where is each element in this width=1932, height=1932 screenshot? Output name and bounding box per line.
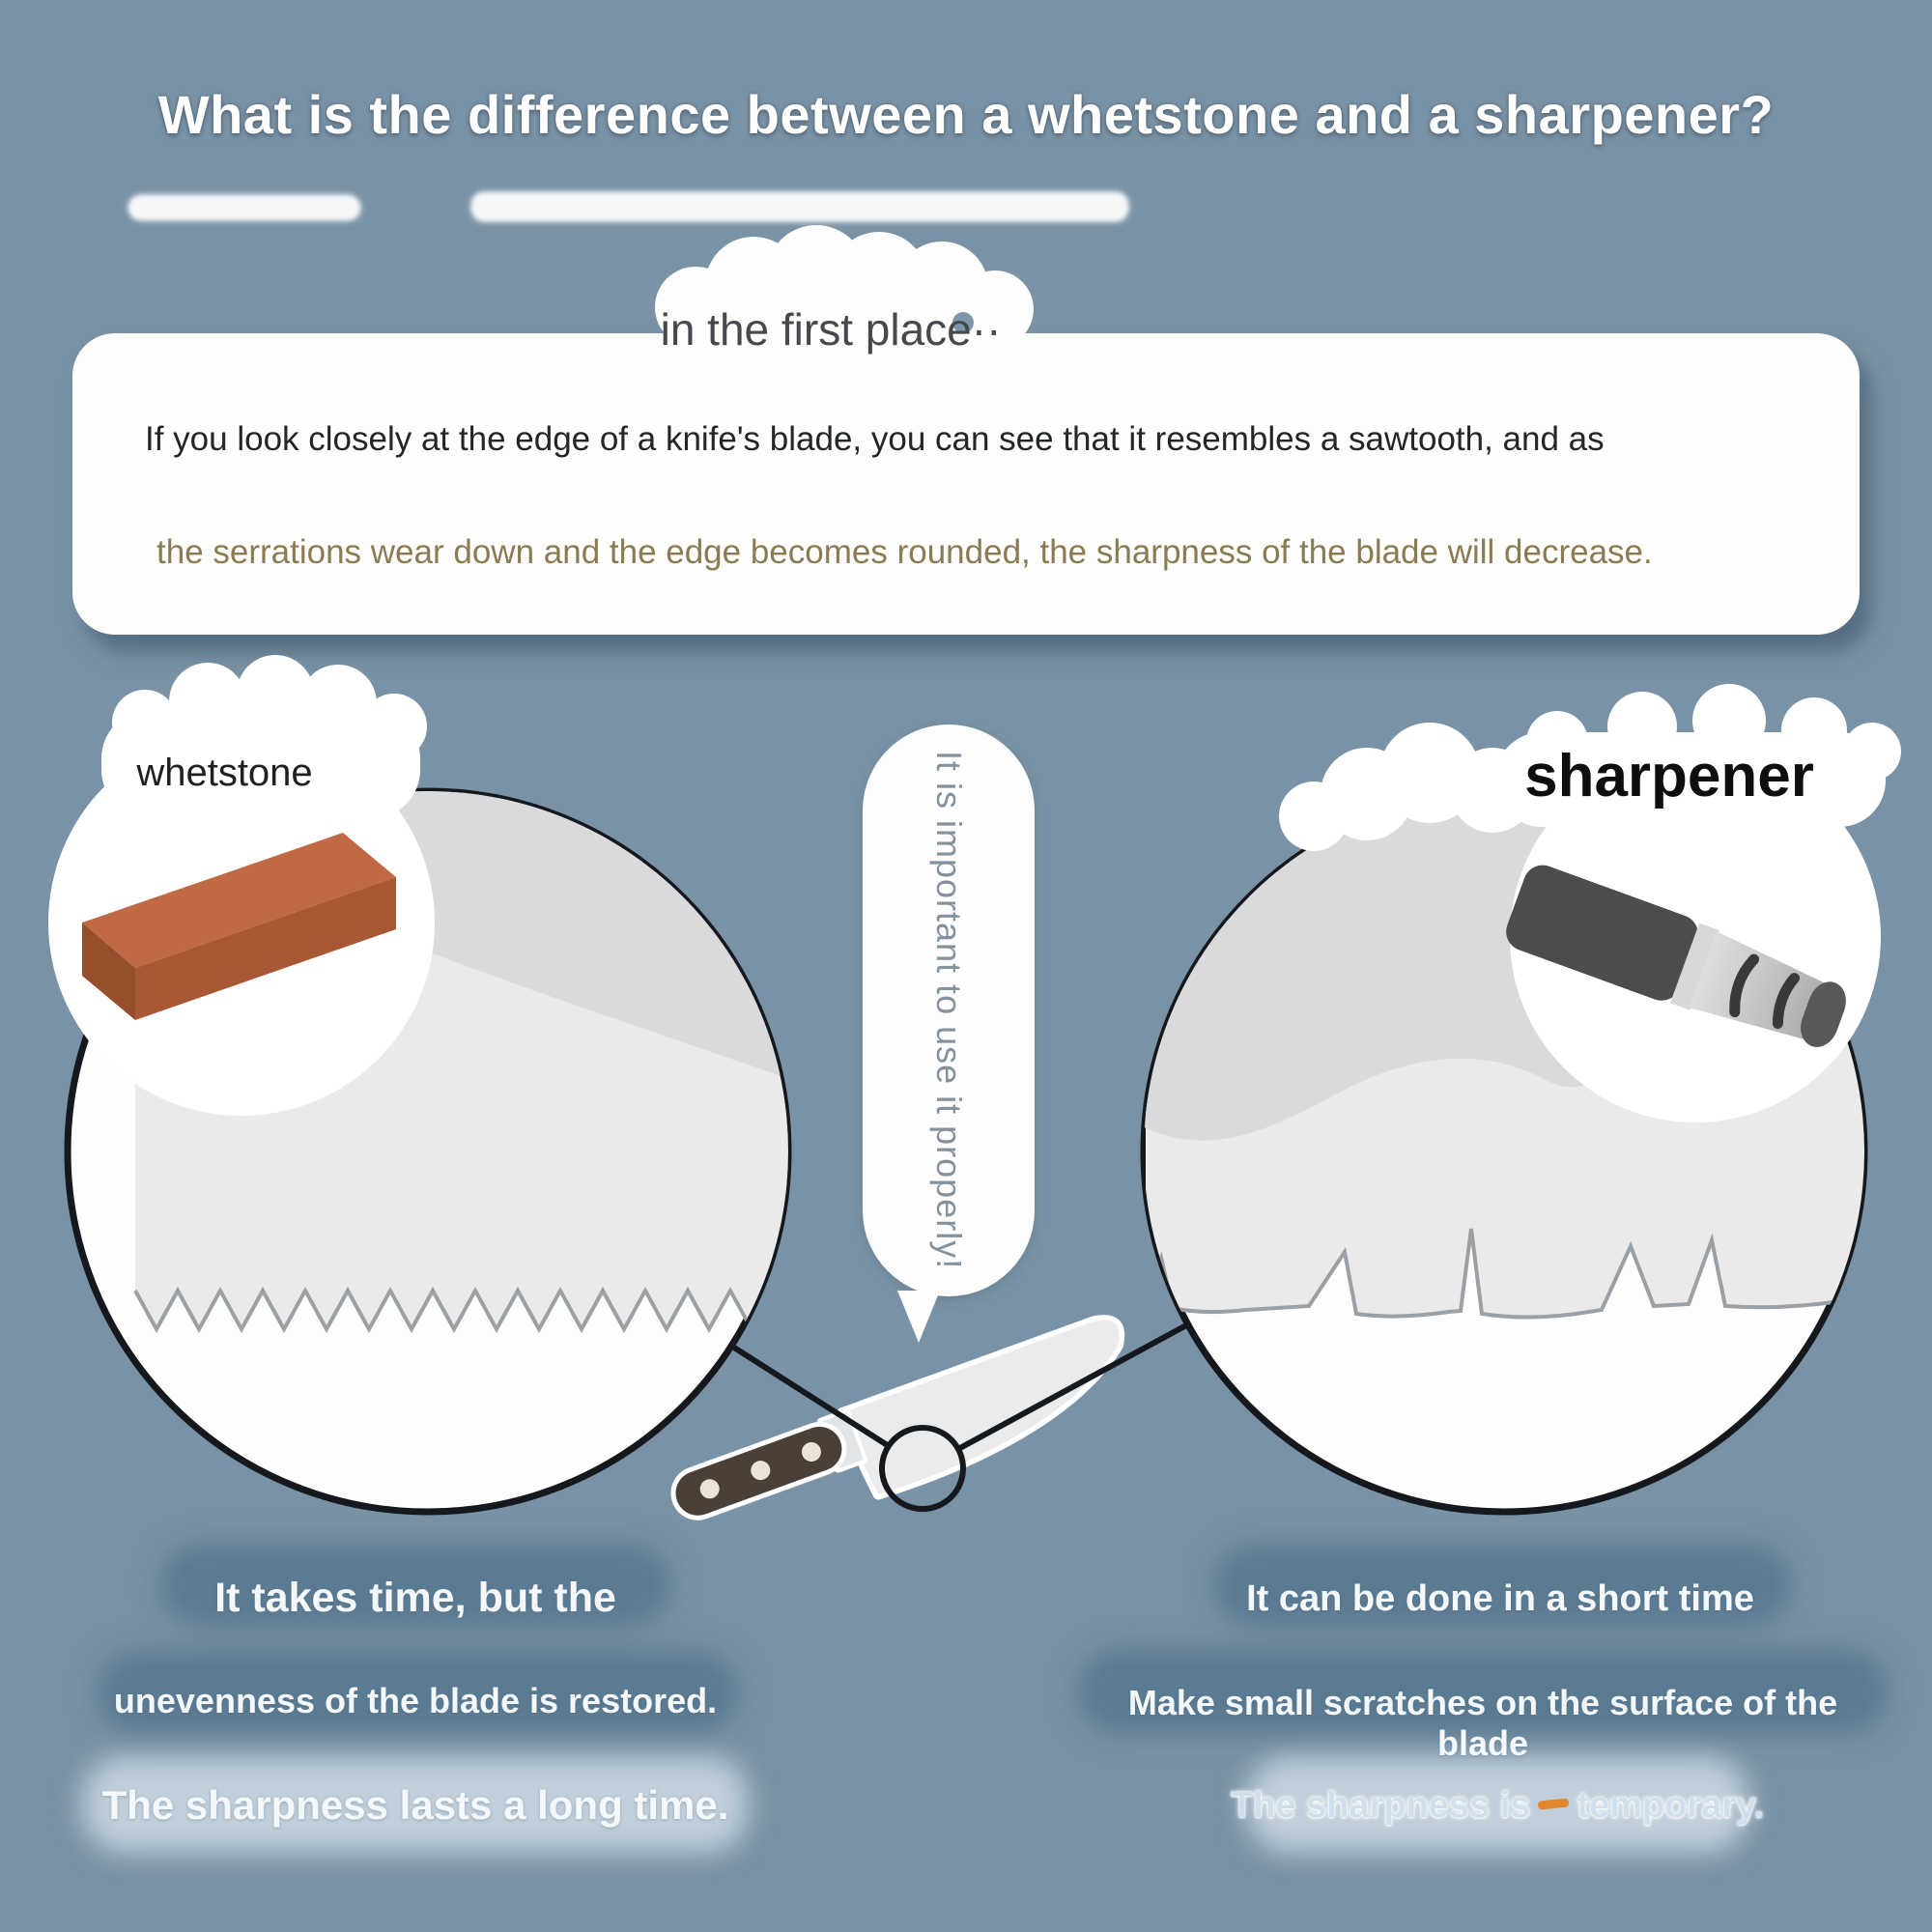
intro-cloud-label: in the first place·· — [660, 304, 1002, 355]
sharpener-caption-3 — [1208, 1785, 1787, 1827]
orange-strike-icon — [1538, 1799, 1570, 1810]
whetstone-caption-2: unevenness of the blade is restored. — [113, 1681, 718, 1720]
sharpener-caption-1: It can be done in a short time — [1246, 1578, 1754, 1619]
sharpener-caption-2: Make small scratches on the surface of the blade — [1127, 1683, 1838, 1763]
knife-blade — [842, 1315, 1144, 1497]
sharpener-label: sharpener — [1524, 743, 1814, 810]
sharpener-caption-3-part2: temporary. — [1577, 1785, 1765, 1826]
page-title: What is the difference between a whetstone and a sharpener? — [157, 84, 1775, 145]
sharpener-caption-3-part1: The sharpness is — [1230, 1785, 1531, 1826]
intro-text-line1: If you look closely at the edge of a knife's blade, you can see that it resembles a sawtooth, and as — [145, 420, 1605, 458]
whetstone-caption-1: It takes time, but the — [214, 1575, 616, 1621]
speech-bubble-tail — [897, 1291, 940, 1343]
whetstone-caption-3: The sharpness lasts a long time. — [101, 1782, 729, 1828]
intro-text-line2: the serrations wear down and the edge becomes rounded, the sharpness of the blade will decrease. — [156, 533, 1653, 571]
whetstone-label: whetstone — [136, 752, 313, 794]
speech-bubble-text: It is important to use it properly! — [929, 751, 969, 1270]
